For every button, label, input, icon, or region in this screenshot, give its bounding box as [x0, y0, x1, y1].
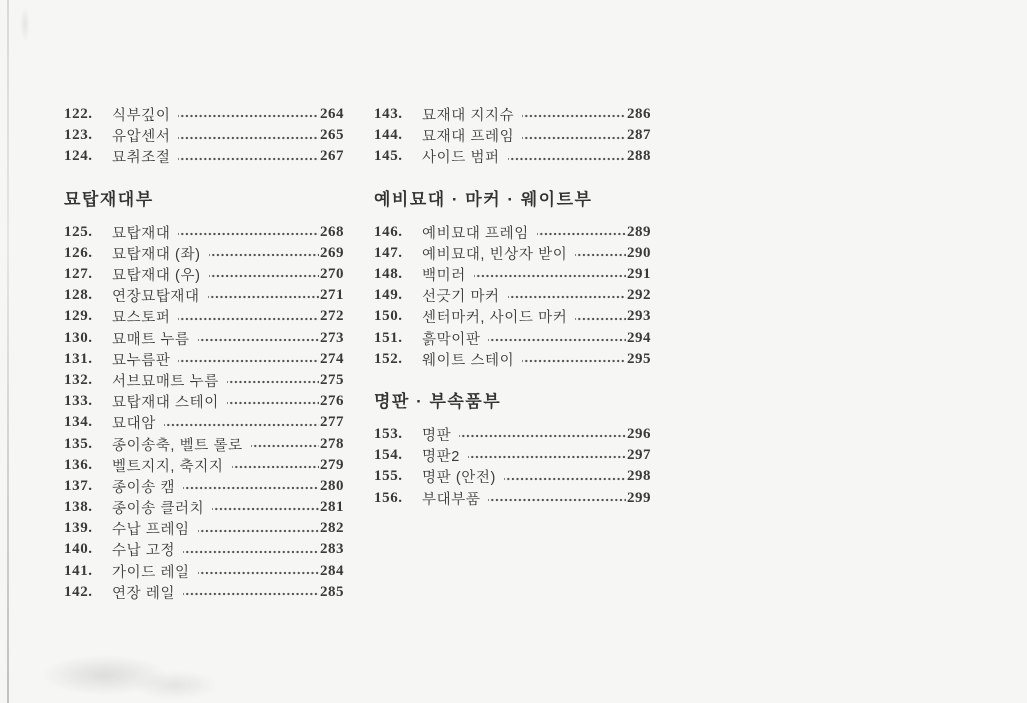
- toc-row: [374, 146, 651, 167]
- toc-entry-title: 묘탑재대 (우): [112, 268, 201, 285]
- toc-entry-number: 123.: [64, 127, 93, 144]
- toc-entry-page-number: 275: [320, 371, 344, 388]
- toc-row: [374, 466, 651, 487]
- toc-entry-title: 명판2: [422, 449, 460, 466]
- toc-entry-number: 139.: [64, 520, 93, 537]
- toc-entry-number: 124.: [64, 148, 93, 165]
- toc-entry-title: 묘재대 프레임: [422, 129, 515, 146]
- toc-entry-number: 153.: [374, 425, 403, 442]
- toc-row: [374, 125, 651, 146]
- dot-leader: [198, 561, 319, 582]
- toc-row: [64, 433, 344, 454]
- dot-leader: [212, 497, 319, 518]
- toc-entry-title: 백미러: [422, 268, 466, 285]
- toc-row: [64, 306, 344, 327]
- toc-entry-title: 연장 레일: [112, 585, 176, 602]
- toc-entry-number: 137.: [64, 477, 93, 494]
- toc-entry-title: 부대부품: [422, 491, 481, 508]
- dot-leader: [178, 146, 319, 167]
- toc-entry-page-number: 271: [320, 287, 344, 304]
- toc-entry-title: 선긋기 마커: [422, 289, 500, 306]
- toc-entry-number: 156.: [374, 489, 403, 506]
- dot-leader: [575, 243, 626, 264]
- dot-leader: [459, 424, 626, 445]
- toc-entry-page-number: 273: [320, 329, 344, 346]
- toc-entry-page-number: 265: [320, 127, 344, 144]
- scan-smudge-top-artifact: [18, 6, 32, 66]
- dot-leader: [227, 391, 319, 412]
- toc-entry-page-number: 297: [627, 447, 651, 464]
- toc-entry-page-number: 281: [320, 499, 344, 516]
- toc-entry-number: 134.: [64, 414, 93, 431]
- toc-entry-number: 140.: [64, 541, 93, 558]
- dot-leader: [183, 539, 319, 560]
- toc-entry-page-number: 268: [320, 223, 344, 240]
- toc-entry-number: 154.: [374, 447, 403, 464]
- toc-entry-page-number: 280: [320, 477, 344, 494]
- section-header: 묘탑재대부: [64, 189, 154, 209]
- dot-leader: [522, 125, 626, 146]
- toc-entry-number: 155.: [374, 468, 403, 485]
- toc-entry-title: 흙막이판: [422, 331, 481, 348]
- toc-entry-title: 명판: [422, 427, 452, 444]
- toc-entry-page-number: 279: [320, 456, 344, 473]
- dot-leader: [164, 412, 319, 433]
- toc-entry-page-number: 290: [627, 244, 651, 261]
- toc-entry-title: 명판 (안전): [422, 470, 496, 487]
- dot-leader: [198, 518, 319, 539]
- toc-entry-page-number: 292: [627, 287, 651, 304]
- toc-entry-title: 예비묘대, 빈상자 받이: [422, 246, 568, 263]
- toc-entry-title: 유압센서: [112, 129, 171, 146]
- toc-entry-title: 사이드 범퍼: [422, 150, 500, 167]
- toc-entry-number: 136.: [64, 456, 93, 473]
- toc-entry-number: 122.: [64, 106, 93, 123]
- toc-entry-number: 142.: [64, 583, 93, 600]
- toc-entry-number: 126.: [64, 244, 93, 261]
- toc-entry-title: 서브묘매트 누름: [112, 373, 219, 390]
- toc-entry-number: 145.: [374, 148, 403, 165]
- toc-entry-title: 묘탑재대: [112, 225, 171, 242]
- toc-entry-page-number: 289: [627, 223, 651, 240]
- toc-row: [64, 455, 344, 476]
- toc-entry-page-number: 299: [627, 489, 651, 506]
- toc-entry-title: 묘누름판: [112, 352, 171, 369]
- dot-leader: [468, 445, 626, 466]
- toc-row: [64, 349, 344, 370]
- toc-entry-page-number: 269: [320, 244, 344, 261]
- section-header: 예비묘대 · 마커 · 웨이트부: [374, 189, 593, 209]
- dot-leader: [504, 466, 626, 487]
- toc-entry-title: 종이송축, 벨트 롤로: [112, 437, 243, 454]
- toc-row: [374, 445, 651, 466]
- toc-entry-title: 가이드 레일: [112, 564, 190, 581]
- toc-entry-title: 수납 프레임: [112, 522, 190, 539]
- toc-entry-page-number: 298: [627, 468, 651, 485]
- toc-entry-number: 143.: [374, 106, 403, 123]
- dot-leader: [488, 487, 626, 508]
- dot-leader: [232, 455, 319, 476]
- toc-entry-page-number: 296: [627, 425, 651, 442]
- toc-entry-title: 묘취조절: [112, 150, 171, 167]
- dot-leader: [474, 264, 626, 285]
- toc-entry-title: 묘탑재대 스테이: [112, 395, 219, 412]
- toc-entry-number: 132.: [64, 371, 93, 388]
- dot-leader: [508, 146, 626, 167]
- toc-entry-page-number: 277: [320, 414, 344, 431]
- dot-leader: [209, 264, 319, 285]
- toc-entry-number: 127.: [64, 266, 93, 283]
- toc-entry-page-number: 283: [320, 541, 344, 558]
- toc-entry-number: 150.: [374, 308, 403, 325]
- toc-row: [64, 561, 344, 582]
- dot-leader: [178, 125, 319, 146]
- toc-row: [64, 285, 344, 306]
- toc-entry-title: 묘대암: [112, 416, 156, 433]
- toc-entry-title: 종이송 캠: [112, 479, 176, 496]
- toc-entry-page-number: 267: [320, 148, 344, 165]
- dot-leader: [178, 306, 319, 327]
- toc-entry-page-number: 284: [320, 562, 344, 579]
- toc-entry-title: 묘탑재대 (좌): [112, 246, 201, 263]
- dot-leader: [178, 104, 319, 125]
- toc-entry-number: 148.: [374, 266, 403, 283]
- toc-entry-number: 144.: [374, 127, 403, 144]
- dot-leader: [508, 285, 626, 306]
- toc-entry-title: 수납 고정: [112, 543, 176, 560]
- dot-leader: [208, 285, 319, 306]
- toc-entry-title: 식부깊이: [112, 108, 171, 125]
- toc-entry-number: 128.: [64, 287, 93, 304]
- dot-leader: [488, 328, 626, 349]
- dot-leader: [537, 222, 626, 243]
- toc-entry-number: 129.: [64, 308, 93, 325]
- toc-row: [64, 518, 344, 539]
- dot-leader: [178, 222, 319, 243]
- toc-entry-page-number: 294: [627, 329, 651, 346]
- toc-entry-page-number: 286: [627, 106, 651, 123]
- dot-leader: [198, 328, 319, 349]
- dot-leader: [227, 370, 319, 391]
- toc-entry-page-number: 278: [320, 435, 344, 452]
- section-header: 명판 · 부속품부: [374, 391, 502, 411]
- toc-row: [374, 424, 651, 445]
- toc-row: [64, 125, 344, 146]
- toc-row: [64, 370, 344, 391]
- toc-row: [64, 412, 344, 433]
- toc-entry-page-number: 276: [320, 393, 344, 410]
- toc-entry-page-number: 282: [320, 520, 344, 537]
- scan-smudge-artifact: [35, 640, 255, 700]
- toc-entry-page-number: 295: [627, 350, 651, 367]
- toc-entry-page-number: 274: [320, 350, 344, 367]
- toc-entry-page-number: 287: [627, 127, 651, 144]
- toc-column-left: [64, 104, 344, 603]
- toc-entry-title: 묘매트 누름: [112, 331, 190, 348]
- toc-entry-title: 연장묘탑재대: [112, 289, 200, 306]
- toc-entry-page-number: 270: [320, 266, 344, 283]
- toc-row: [64, 328, 344, 349]
- toc-entry-title: 묘스토퍼: [112, 310, 171, 327]
- dot-leader: [178, 349, 319, 370]
- toc-row: [374, 349, 651, 370]
- toc-entry-number: 131.: [64, 350, 93, 367]
- toc-entry-page-number: 288: [627, 148, 651, 165]
- dot-leader: [522, 349, 626, 370]
- toc-row: [64, 582, 344, 603]
- toc-entry-page-number: 285: [320, 583, 344, 600]
- toc-row: [64, 391, 344, 412]
- dot-leader: [183, 476, 319, 497]
- toc-row: [374, 285, 651, 306]
- dot-leader: [251, 433, 319, 454]
- toc-entry-number: 151.: [374, 329, 403, 346]
- dot-leader: [575, 306, 626, 327]
- toc-entry-number: 147.: [374, 244, 403, 261]
- toc-row: [64, 104, 344, 125]
- toc-entry-page-number: 264: [320, 106, 344, 123]
- dot-leader: [183, 582, 319, 603]
- toc-entry-title: 종이송 클러치: [112, 501, 205, 518]
- toc-row: [64, 476, 344, 497]
- toc-row: [374, 487, 651, 508]
- dot-leader: [209, 243, 319, 264]
- toc-entry-number: 125.: [64, 223, 93, 240]
- toc-entry-number: 149.: [374, 287, 403, 304]
- toc-row: [374, 328, 651, 349]
- toc-entry-number: 138.: [64, 499, 93, 516]
- toc-entry-number: 135.: [64, 435, 93, 452]
- toc-row: [64, 146, 344, 167]
- toc-entry-page-number: 293: [627, 308, 651, 325]
- toc-entry-number: 130.: [64, 329, 93, 346]
- toc-entry-title: 예비묘대 프레임: [422, 225, 529, 242]
- toc-entry-number: 146.: [374, 223, 403, 240]
- toc-entry-page-number: 291: [627, 266, 651, 283]
- toc-row: [374, 222, 651, 243]
- toc-row: [374, 243, 651, 264]
- toc-entry-title: 묘재대 지지슈: [422, 108, 515, 125]
- toc-column-right: [374, 104, 651, 509]
- scan-edge-artifact: [7, 0, 9, 703]
- toc-row: [64, 539, 344, 560]
- toc-entry-title: 웨이트 스테이: [422, 352, 515, 369]
- toc-entry-title: 센터마커, 사이드 마커: [422, 310, 568, 327]
- toc-entry-number: 141.: [64, 562, 93, 579]
- toc-row: [64, 264, 344, 285]
- toc-row: [374, 306, 651, 327]
- toc-row: [64, 497, 344, 518]
- toc-row: [374, 104, 651, 125]
- toc-row: [64, 222, 344, 243]
- toc-entry-title: 벨트지지, 축지지: [112, 458, 224, 475]
- toc-row: [374, 264, 651, 285]
- dot-leader: [522, 104, 626, 125]
- toc-row: [64, 243, 344, 264]
- toc-entry-number: 152.: [374, 350, 403, 367]
- toc-entry-page-number: 272: [320, 308, 344, 325]
- toc-entry-number: 133.: [64, 393, 93, 410]
